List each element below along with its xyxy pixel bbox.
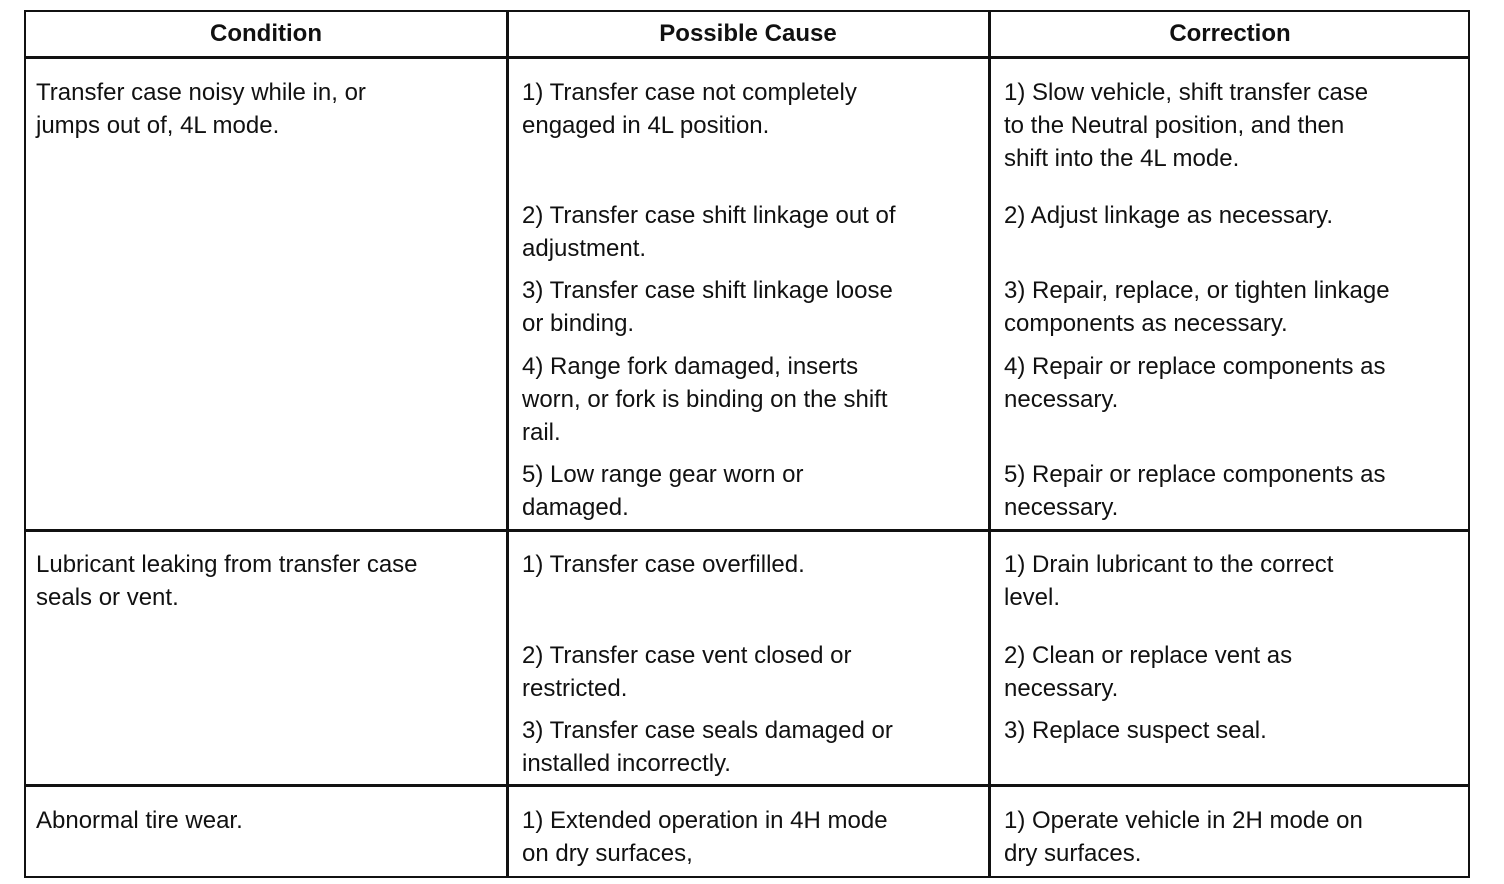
- correction-line: necessary.: [1004, 386, 1119, 413]
- condition-cell: [36, 548, 418, 614]
- cause-cell: [522, 714, 893, 780]
- condition-cell: [36, 76, 366, 142]
- cause-line: 2) Transfer case shift linkage out of: [522, 202, 896, 229]
- condition-cell: [36, 804, 243, 837]
- cause-line: damaged.: [522, 494, 629, 521]
- cause-line: 5) Low range gear worn or: [522, 461, 804, 488]
- cause-line: 3) Transfer case shift linkage loose: [522, 277, 893, 304]
- correction-line: components as necessary.: [1004, 310, 1288, 337]
- correction-cell: [1004, 639, 1292, 705]
- cause-cell: [522, 639, 851, 705]
- condition-line: Lubricant leaking from transfer case: [36, 551, 418, 578]
- correction-cell: [1004, 199, 1333, 232]
- header-possible-cause: Possible Cause: [659, 20, 837, 47]
- correction-line: 1) Operate vehicle in 2H mode on: [1004, 807, 1363, 834]
- cause-line: installed incorrectly.: [522, 750, 731, 777]
- cause-line: 1) Transfer case not completely: [522, 79, 857, 106]
- cause-cell: [522, 350, 888, 449]
- correction-line: shift into the 4L mode.: [1004, 145, 1240, 172]
- correction-cell: [1004, 458, 1386, 524]
- correction-cell: [1004, 76, 1368, 175]
- column-divider: [506, 12, 509, 876]
- correction-line: 1) Slow vehicle, shift transfer case: [1004, 79, 1369, 106]
- correction-line: 3) Replace suspect seal.: [1004, 717, 1267, 744]
- row-divider: [26, 784, 1468, 787]
- cause-line: on dry surfaces,: [522, 840, 693, 867]
- cause-line: worn, or fork is binding on the shift: [522, 386, 888, 413]
- cause-line: 2) Transfer case vent closed or: [522, 642, 852, 669]
- correction-cell: [1004, 350, 1386, 416]
- cause-line: 3) Transfer case seals damaged or: [522, 717, 893, 744]
- correction-line: 4) Repair or replace components as: [1004, 353, 1386, 380]
- cause-line: 4) Range fork damaged, inserts: [522, 353, 859, 380]
- condition-line: jumps out of, 4L mode.: [36, 112, 280, 139]
- cause-line: engaged in 4L position.: [522, 112, 770, 139]
- header-divider: [26, 56, 1468, 59]
- correction-line: 3) Repair, replace, or tighten linkage: [1004, 277, 1390, 304]
- correction-line: dry surfaces.: [1004, 840, 1142, 867]
- correction-line: necessary.: [1004, 675, 1119, 702]
- cause-line: or binding.: [522, 310, 635, 337]
- cause-line: 1) Transfer case overfilled.: [522, 551, 805, 578]
- cause-cell: [522, 274, 893, 340]
- correction-cell: [1004, 274, 1390, 340]
- correction-line: 2) Clean or replace vent as: [1004, 642, 1293, 669]
- correction-line: level.: [1004, 584, 1061, 611]
- correction-line: 5) Repair or replace components as: [1004, 461, 1386, 488]
- cause-line: restricted.: [522, 675, 628, 702]
- condition-line: seals or vent.: [36, 584, 179, 611]
- condition-line: Abnormal tire wear.: [36, 807, 243, 834]
- header-condition: Condition: [210, 20, 322, 47]
- cause-cell: [522, 76, 857, 142]
- correction-line: to the Neutral position, and then: [1004, 112, 1345, 139]
- diagnosis-table: [24, 10, 1470, 878]
- cause-cell: [522, 458, 803, 524]
- correction-line: 2) Adjust linkage as necessary.: [1004, 202, 1334, 229]
- header-correction: Correction: [1169, 20, 1291, 47]
- cause-cell: [522, 804, 888, 870]
- cause-line: adjustment.: [522, 235, 647, 262]
- correction-line: 1) Drain lubricant to the correct: [1004, 551, 1334, 578]
- condition-line: Transfer case noisy while in, or: [36, 79, 366, 106]
- correction-cell: [1004, 548, 1333, 614]
- cause-line: 1) Extended operation in 4H mode: [522, 807, 888, 834]
- correction-cell: [1004, 714, 1267, 747]
- row-divider: [26, 529, 1468, 532]
- correction-cell: [1004, 804, 1363, 870]
- column-divider: [988, 12, 991, 876]
- cause-line: rail.: [522, 419, 561, 446]
- correction-line: necessary.: [1004, 494, 1119, 521]
- cause-cell: [522, 199, 896, 265]
- cause-cell: [522, 548, 805, 581]
